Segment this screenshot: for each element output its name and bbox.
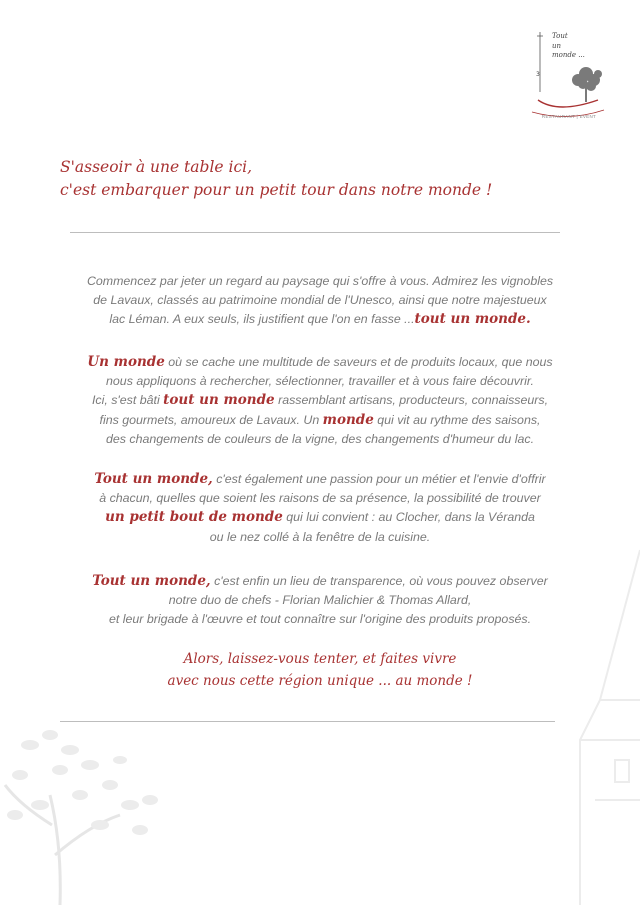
closing-line-1: Alors, laissez-vous tenter, et faites vivre <box>183 651 457 667</box>
logo-caption: RESTAURANT | EVENT <box>541 114 597 119</box>
p3-line-3-text: qui lui convient : au Clocher, dans la Véranda <box>282 510 535 525</box>
p1-line-3-text: lac Léman. A eux seuls, ils justifient que l'on en fasse ... <box>109 312 415 327</box>
p4-line-3: et leur brigade à l'œuvre et tout connaître sur l'origine des produits proposés. <box>108 612 532 627</box>
p2-line-2: nous appliquons à rechercher, sélectionner, travailler et à vous faire découvrir. <box>106 374 534 389</box>
p2-line-4b: qui vit au rythme des saisons, <box>373 412 541 427</box>
paragraph-4 <box>60 572 580 630</box>
tree-icon <box>572 67 602 102</box>
p1-line-1: Commencez par jeter un regard au paysage qui s'offre à vous. Admirez les vignobles <box>86 274 554 288</box>
p3-line-4: ou le nez collé à la fenêtre de la cuisine. <box>209 529 431 544</box>
logo-text-2: un <box>552 42 562 50</box>
p4-highlight-1: Tout un monde, <box>92 573 211 589</box>
p4-line-1-text: c'est enfin un lieu de transparence, où vous pouvez observer <box>210 574 548 588</box>
paragraph-3 <box>60 470 580 547</box>
p2-highlight-1: Un monde <box>87 354 165 370</box>
tree-watermark-icon <box>0 705 180 905</box>
logo-number: 3 <box>536 71 540 78</box>
p3-line-3 <box>60 508 580 527</box>
p3-highlight-2: un petit bout de monde <box>105 509 283 526</box>
intro-heading <box>60 156 530 202</box>
closing-line-2: avec nous cette région unique ... au monde ! <box>167 673 473 689</box>
p3-line-1 <box>60 470 580 489</box>
p2-line-4 <box>60 411 580 430</box>
p3-line-1-text: c'est également une passion pour un métier et l'envie d'offrir <box>212 472 546 486</box>
logo-text-3: monde ... <box>552 51 585 59</box>
divider-top <box>70 232 560 233</box>
p2-line-3b: rassemblant artisans, producteurs, connaisseurs, <box>274 393 549 408</box>
church-tower-watermark-icon <box>560 540 640 905</box>
p3-line-2: à chacun, quelles que soient les raisons de sa présence, la possibilité de trouver <box>99 491 541 506</box>
p2-line-1 <box>60 353 580 372</box>
paragraph-2 <box>60 353 580 449</box>
paragraph-1 <box>60 272 580 330</box>
p3-highlight-1: Tout un monde, <box>94 471 213 487</box>
p4-line-2: notre duo de chefs - Florian Malichier & Thomas Allard, <box>168 593 472 608</box>
p2-highlight-3: monde <box>322 411 374 428</box>
p2-line-4a: fins gourmets, amoureux de Lavaux. Un <box>99 412 323 427</box>
p2-line-3 <box>60 391 580 410</box>
p2-line-3a: Ici, s'est bâti <box>91 393 164 408</box>
p2-highlight-2: tout un monde <box>163 392 275 409</box>
p1-highlight: tout un monde. <box>414 311 531 328</box>
p1-line-2: de Lavaux, classés au patrimoine mondial de l'Unesco, ainsi que notre majestueux <box>93 293 547 308</box>
intro-line-1: S'asseoir à une table ici, <box>60 158 253 176</box>
p2-line-5: des changements de couleurs de la vigne, des changements d'humeur du lac. <box>105 431 535 446</box>
closing-text <box>60 648 580 692</box>
p1-line-3 <box>60 310 580 329</box>
p4-line-1 <box>60 572 580 591</box>
logo-text-1: Tout <box>552 32 568 40</box>
intro-line-2: c'est embarquer pour un petit tour dans notre monde ! <box>60 181 493 199</box>
p2-line-1-text: où se cache une multitude de saveurs et de produits locaux, que nous <box>164 355 553 369</box>
